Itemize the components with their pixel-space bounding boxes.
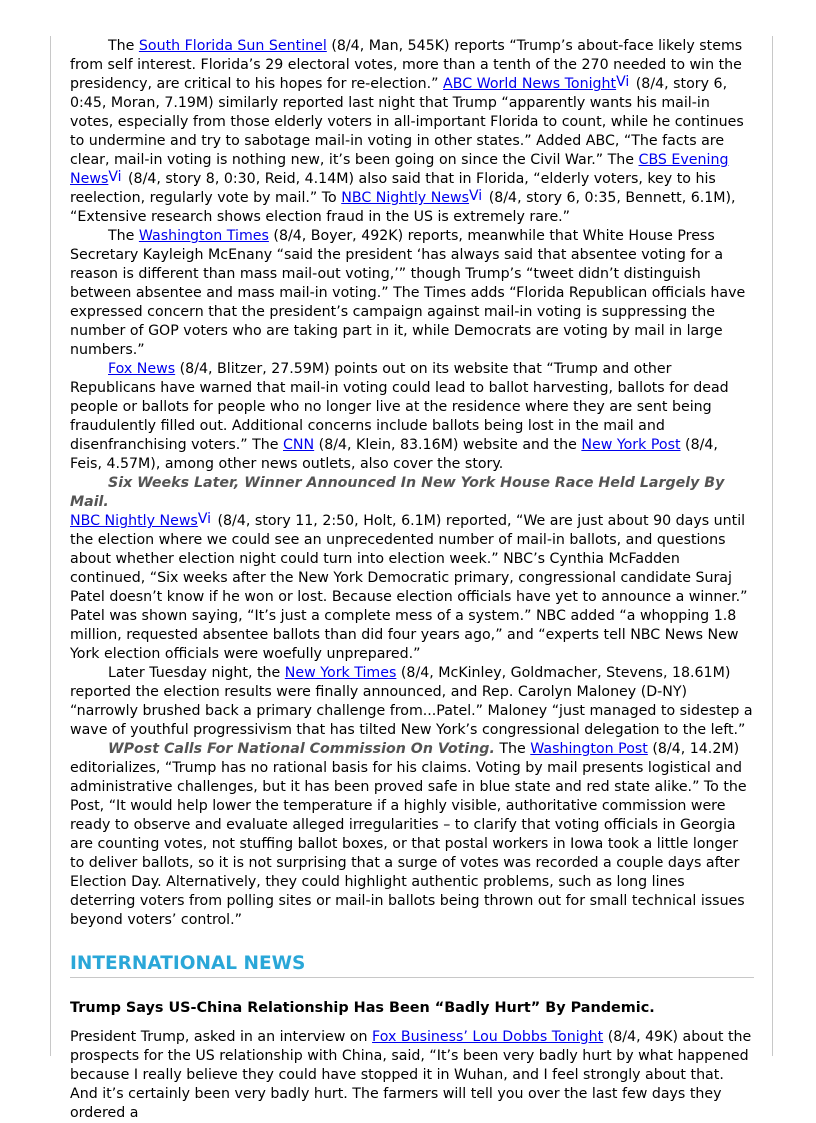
paragraph-wpost-commission: WPost Calls For National Commission On Voting. The Washington Post (8/4, 14.2M) editorializes, “Trump has no rational basis for his claims. Voting by mail presents logistical and administrative challenges, but it has been proved safe in blue state and red state alike.” To the Post, “It would help lower the temperature if a highly visible, authoritative commission were ready to observe and evaluate alleged irregularities – to clarify that voting officials in Georgia are counting votes, not stuffing ballot boxes, or that postal workers in Iowa took a little longer to deliver ballots, so it is not surprising that a surge of votes was recorded a couple days after Election Day. Alternatively, they could highlight authentic problems, such as long lines deterring voters from polling sites or mail-in ballots being thrown out for small technical issues beyond voters’ control.” bbox=[70, 741, 747, 928]
link-nbc-nightly-news[interactable]: NBC Nightly News bbox=[341, 190, 470, 206]
left-margin-rule bbox=[50, 36, 51, 1056]
link-south-florida-sun-sentinel[interactable]: South Florida Sun Sentinel bbox=[138, 38, 327, 54]
link-washington-times[interactable]: Washington Times bbox=[138, 228, 269, 244]
story-subhead: Six Weeks Later, Winner Announced In New York House Race Held Largely By Mail. bbox=[70, 475, 725, 510]
link-nbc-nightly-news[interactable]: NBC Nightly News bbox=[70, 513, 198, 529]
video-icon[interactable]: Vi bbox=[197, 511, 211, 527]
link-cnn[interactable]: CNN bbox=[283, 437, 315, 453]
link-cbs-evening-news[interactable]: CBS Evening News bbox=[70, 152, 729, 187]
right-margin-rule bbox=[772, 36, 773, 1056]
video-icon[interactable]: Vi bbox=[469, 188, 483, 204]
video-icon[interactable]: Vi bbox=[108, 169, 122, 185]
link-fox-business-lou-dobbs[interactable]: Fox Business’ Lou Dobbs Tonight bbox=[372, 1029, 604, 1045]
article-body bbox=[70, 37, 754, 1123]
story-subhead: WPost Calls For National Commission On Voting. bbox=[108, 741, 495, 757]
link-fox-news[interactable]: Fox News bbox=[108, 361, 176, 377]
paragraph-sun-sentinel: The South Florida Sun Sentinel (8/4, Man, 545K) reports “Trump’s about-face likely stems from self interest. Florida’s 29 electoral votes, more than a tenth of the 270 needed to win the presidency, are critical to his hopes for re-election.” ABC World News Tonight$^{Vi}$ (8/4, story 6, 0:45, Moran, 7.19M) similarly reported last night that Trump “apparently wants his mail-in votes, especially from those elderly voters in all-important Florida to count, while he continues to undermine and try to sabotage mail-in voting in other states.” Added ABC, “The facts are clear, mail-in voting is nothing new, it’s been going on since the Civil War.” The CBS Evening News$^{Vi}$ (8/4, story 8, 0:30, Reid, 4.14M) also said that in Florida, “elderly voters, key to his reelection, regularly vote by mail.” To NBC Nightly News$^{Vi}$ (8/4, story 6, 0:35, Bennett, 6.1M), “Extensive research shows election fraud in the US is extremely rare.” bbox=[70, 38, 744, 225]
section-title: INTERNATIONAL NEWS bbox=[70, 952, 754, 978]
link-washington-post[interactable]: Washington Post bbox=[530, 741, 648, 757]
paragraph-ny-house-race: Six Weeks Later, Winner Announced In New York House Race Held Largely By Mail. NBC Nightly News$^{Vi}$ (8/4, story 11, 2:50, Holt, 6.1M) reported, “We are just about 90 days until the election where we could see an unprecedented number of mail-in ballots, and questions about whether election night could turn into election week.” NBC’s Cynthia McFadden continued, “Six weeks after the New York Democratic primary, congressional candidate Suraj Patel doesn’t know if he won or lost. Because election officials have yet to announce a winner.” Patel was shown saying, “It’s just a complete mess of a system.” NBC added “a whopping 1.8 million, requested absentee ballots than did four years ago,” and “experts tell NBC News New York election officials were woefully unprepared.” bbox=[70, 475, 748, 662]
paragraph-washington-times: The Washington Times (8/4, Boyer, 492K) reports, meanwhile that White House Press Secretary Kayleigh McEnany “said the president ‘has always said that absentee voting for a reason is different than mass mail-out voting,’” though Trump’s “tweet didn’t distinguish between absentee and mass mail-in voting.” The Times adds “Florida Republican officials have expressed concern that the president’s campaign against mail-in voting is suppressing the number of GOP voters who are taking part in it, while Democrats are voting by mail in large numbers.” bbox=[70, 228, 746, 358]
link-abc-world-news-tonight[interactable]: ABC World News Tonight bbox=[443, 76, 617, 92]
paragraph-fox-news: Fox News (8/4, Blitzer, 27.59M) points out on its website that “Trump and other Republicans have warned that mail-in voting could lead to ballot harvesting, ballots for dead people or ballots for people who no longer live at the residence where they are sent being fraudulently filled out. Additional concerns include ballots being lost in the mail and disenfranchising voters.” The CNN (8/4, Klein, 83.16M) website and the New York Post (8/4, Feis, 4.57M), among other news outlets, also cover the story. bbox=[70, 361, 729, 472]
link-new-york-times[interactable]: New York Times bbox=[284, 665, 397, 681]
paragraph-new-york-times: Later Tuesday night, the New York Times (8/4, McKinley, Goldmacher, Stevens, 18.61M) reported the election results were finally announced, and Rep. Carolyn Maloney (D-NY) “narrowly brushed back a primary challenge from...Patel.” Maloney “just managed to sidestep a wave of youthful progressivism that has tilted New York’s congressional delegation to the left.” bbox=[70, 665, 753, 738]
paragraph-us-china: President Trump, asked in an interview on Fox Business’ Lou Dobbs Tonight (8/4, 49K) about the prospects for the US relationship with China, said, “It’s been very badly hurt by what happened because I really believe they could have stopped it in Wuhan, and I feel strongly about that. And it’s certainly been very badly hurt. The farmers will tell you over the last few days they ordered a bbox=[70, 1029, 752, 1121]
video-icon[interactable]: Vi bbox=[616, 74, 630, 90]
link-new-york-post[interactable]: New York Post bbox=[581, 437, 681, 453]
story-headline: Trump Says US-China Relationship Has Been “Badly Hurt” By Pandemic. bbox=[70, 1000, 655, 1016]
